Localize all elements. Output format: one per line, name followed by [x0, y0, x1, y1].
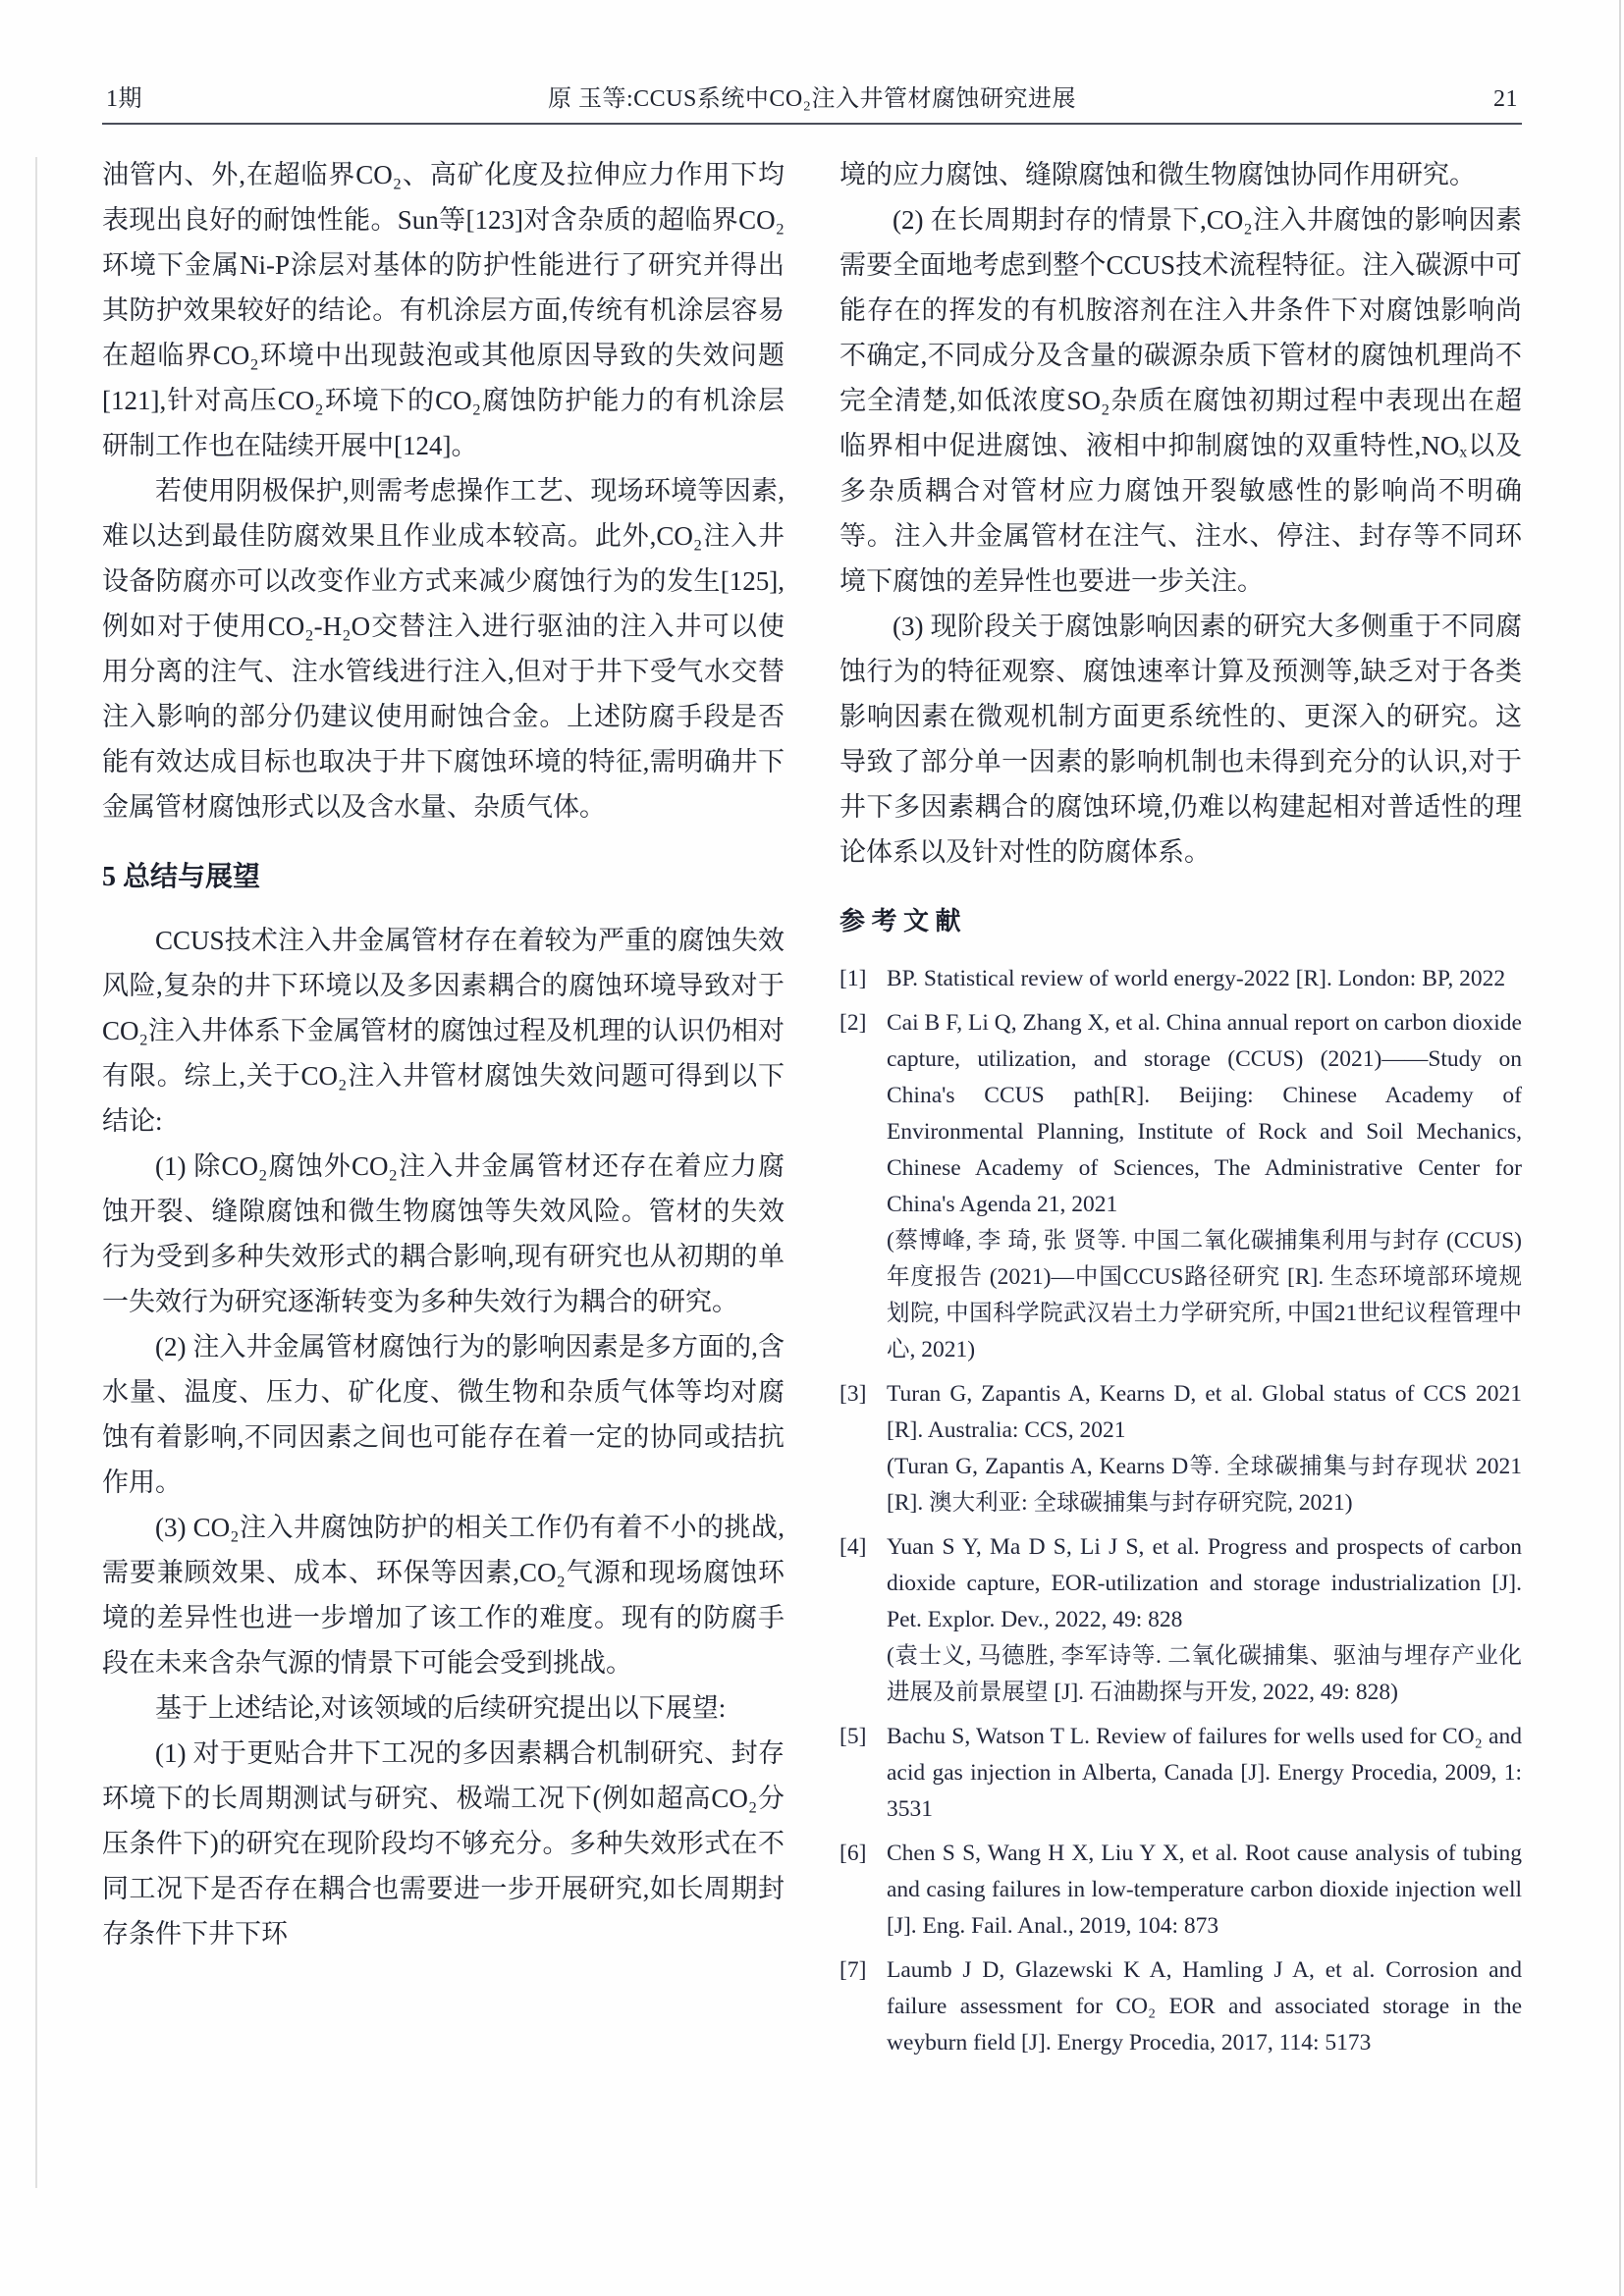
reference-text-zh: (Turan G, Zapantis A, Kearns D等. 全球碳捕集与封存现状 2021 [R]. 澳大利亚: 全球碳捕集与封存研究院, 2021)	[887, 1454, 1522, 1516]
reference-text-en: Laumb J D, Glazewski K A, Hamling J A, et al. Corrosion and failure assessment for CO₂ EOR and associated storage in the weyburn field [J]. Energy Procedia, 2017, 114: 5173	[887, 1957, 1522, 2056]
reference-text-en: Chen S S, Wang H X, Liu Y X, et al. Root cause analysis of tubing and casing failures in low-temperature carbon dioxide injection well [J]. Eng. Fail. Anal., 2019, 104: 873	[887, 1841, 1522, 1939]
paragraph-conclusion-2: (2) 注入井金属管材腐蚀行为的影响因素是多方面的,含水量、温度、压力、矿化度、微生物和杂质气体等均对腐蚀有着影响,不同因素之间也可能存在着一定的协同或拮抗作用。	[102, 1332, 785, 1497]
reference-item	[839, 1836, 1522, 1945]
paragraph-outlook-1: (1) 对于更贴合井下工况的多因素耦合机制研究、封存环境下的长周期测试与研究、极端工况下(例如超高CO₂分压条件下)的研究在现阶段均不够充分。多种失效形式在不同工况下是否存在耦合也需要进一步开展研究,如长周期封存条件下井下环	[102, 1738, 785, 1949]
page-header	[102, 79, 1522, 125]
header-running-title: 原 玉等:CCUS系统中CO₂注入井管材腐蚀研究进展	[547, 86, 1077, 112]
paragraph-conclusion-1: (1) 除CO₂腐蚀外CO₂注入井金属管材还存在着应力腐蚀开裂、缝隙腐蚀和微生物腐蚀等失效风险。管材的失效行为受到多种失效形式的耦合影响,现有研究也从初期的单一失效行为研究逐渐转变为多种失效行为耦合的研究。	[102, 1151, 785, 1316]
paragraph-continuation: 境的应力腐蚀、缝隙腐蚀和微生物腐蚀协同作用研究。	[839, 160, 1476, 189]
reference-text-en: Turan G, Zapantis A, Kearns D, et al. Global status of CCS 2021 [R]. Australia: CCS, 2021	[887, 1381, 1522, 1443]
reference-item	[839, 1719, 1522, 1828]
reference-number: [7]	[839, 1957, 867, 1983]
paragraph-conclusion-3: (3) CO₂注入井腐蚀防护的相关工作仍有着不小的挑战,需要兼顾效果、成本、环保等因素,CO₂气源和现场腐蚀环境的差异性也进一步增加了该工作的难度。现有的防腐手段在未来含杂气源的情景下可能会受到挑战。	[102, 1513, 785, 1678]
paragraph: CCUS技术注入井金属管材存在着较为严重的腐蚀失效风险,复杂的井下环境以及多因素耦合的腐蚀环境导致对于CO₂注入井体系下金属管材的腐蚀过程及机理的认识仍相对有限。综上,关于CO₂注入井管材腐蚀失效问题可得到以下结论:	[102, 926, 785, 1136]
reference-number: [6]	[839, 1841, 867, 1866]
header-issue-label: 1期	[106, 86, 142, 112]
paragraph-outlook-2: (2) 在长周期封存的情景下,CO₂注入井腐蚀的影响因素需要全面地考虑到整个CCUS技术流程特征。注入碳源中可能存在的挥发的有机胺溶剂在注入井条件下对腐蚀影响尚不确定,不同成分及含量的碳源杂质下管材的腐蚀机理尚不完全清楚,如低浓度SO₂杂质在腐蚀初期过程中表现出在超临界相中促进腐蚀、液相中抑制腐蚀的双重特性,NOₓ以及多杂质耦合对管材应力腐蚀开裂敏感性的影响尚不明确等。注入井金属管材在注气、注水、停注、封存等不同环境下腐蚀的差异性也要进一步关注。	[839, 205, 1522, 596]
reference-item	[839, 961, 1522, 997]
paragraph: 基于上述结论,对该领域的后续研究提出以下展望:	[155, 1693, 727, 1723]
reference-item	[839, 1376, 1522, 1522]
reference-number: [4]	[839, 1534, 867, 1560]
reference-text-en: Bachu S, Watson T L. Review of failures for wells used for CO₂ and acid gas injection in Alberta, Canada [J]. Energy Procedia, 2009, 1: 3531	[887, 1724, 1522, 1822]
header-page-number: 21	[1493, 86, 1518, 112]
reference-text-en: Yuan S Y, Ma D S, Li J S, et al. Progress and prospects of carbon dioxide capture, EOR-utilization and storage industrialization [J]. Pet. Explor. Dev., 2022, 49: 828	[887, 1534, 1522, 1632]
reference-item	[839, 1005, 1522, 1368]
scan-artifact-right	[1619, 0, 1621, 2296]
reference-number: [1]	[839, 966, 867, 991]
section-heading-summary-outlook: 5 总结与展望	[102, 862, 261, 892]
reference-number: [5]	[839, 1724, 867, 1749]
references-heading: 参 考 文 献	[839, 907, 961, 935]
reference-text-en: BP. Statistical review of world energy-2022 [R]. London: BP, 2022	[887, 966, 1506, 991]
paragraph: 若使用阴极保护,则需考虑操作工艺、现场环境等因素,难以达到最佳防腐效果且作业成本较高。此外,CO₂注入井设备防腐亦可以改变作业方式来减少腐蚀行为的发生[125],例如对于使用CO₂-H₂O交替注入进行驱油的注入井可以使用分离的注气、注水管线进行注入,但对于井下受气水交替注入影响的部分仍建议使用耐蚀合金。上述防腐手段是否能有效达成目标也取决于井下腐蚀环境的特征,需明确井下金属管材腐蚀形式以及含水量、杂质气体。	[102, 476, 785, 822]
right-column	[839, 152, 1522, 2069]
two-column-content	[102, 152, 1522, 2069]
reference-number: [2]	[839, 1010, 867, 1036]
left-column	[102, 152, 785, 2069]
reference-text-zh: (袁士义, 马德胜, 李军诗等. 二氧化碳捕集、驱油与埋存产业化进展及前景展望 [J]. 石油勘探与开发, 2022, 49: 828)	[887, 1643, 1522, 1705]
paragraph-continuation: 油管内、外,在超临界CO₂、高矿化度及拉伸应力作用下均表现出良好的耐蚀性能。Sun等[123]对含杂质的超临界CO₂环境下金属Ni-P涂层对基体的防护性能进行了研究并得出其防护效果较好的结论。有机涂层方面,传统有机涂层容易在超临界CO₂环境中出现鼓泡或其他原因导致的失效问题[121],针对高压CO₂环境下的CO₂腐蚀防护能力的有机涂层研制工作也在陆续开展中[124]。	[102, 160, 785, 460]
paragraph-outlook-3: (3) 现阶段关于腐蚀影响因素的研究大多侧重于不同腐蚀行为的特征观察、腐蚀速率计算及预测等,缺乏对于各类影响因素在微观机制方面更系统性的、更深入的研究。这导致了部分单一因素的影响机制也未得到充分的认识,对于井下多因素耦合的腐蚀环境,仍难以构建起相对普适性的理论体系以及针对性的防腐体系。	[839, 612, 1522, 867]
reference-text-zh: (蔡博峰, 李 琦, 张 贤等. 中国二氧化碳捕集利用与封存 (CCUS) 年度报告 (2021)—中国CCUS路径研究 [R]. 生态环境部环境规划院, 中国科学院武汉岩土力学研究所, 中国21世纪议程管理中心, 2021)	[887, 1228, 1522, 1362]
scan-artifact-left	[35, 157, 37, 2188]
reference-item	[839, 1529, 1522, 1711]
reference-number: [3]	[839, 1381, 867, 1407]
reference-item	[839, 1952, 1522, 2061]
reference-text-en: Cai B F, Li Q, Zhang X, et al. China annual report on carbon dioxide capture, utilization, and storage (CCUS) (2021)——Study on China's CCUS path[R]. Beijing: Chinese Academy of Environmental Planning, Institute of Rock and Soil Mechanics, Chinese Academy of Sciences, The Administrative Center for China's Agenda 21, 2021	[887, 1010, 1522, 1217]
